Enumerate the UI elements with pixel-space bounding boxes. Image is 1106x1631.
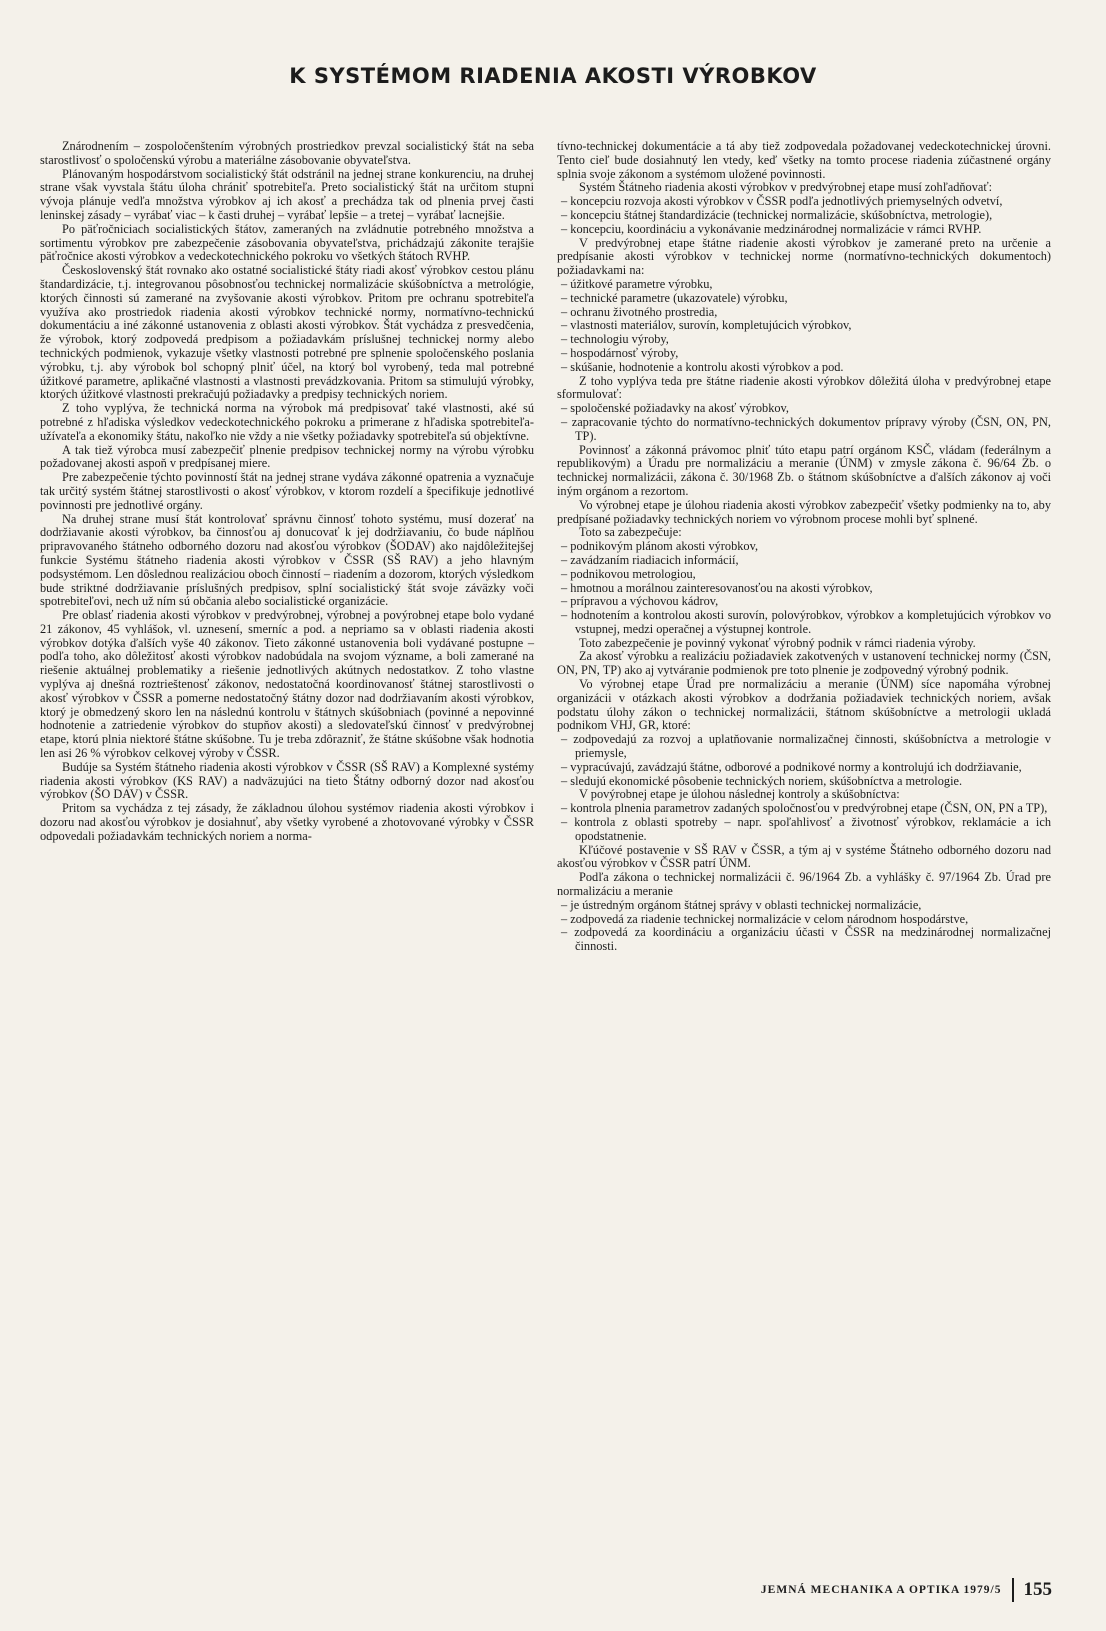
paragraph: V predvýrobnej etape štátne riadenie akosti výrobkov je zamerané preto na určenie a predpísanie akosti výrobkov v technickej norme (normatívno-technických dokumentoch) požiadavkami na:: [557, 235, 1051, 278]
list-item: – technické parametre (ukazovatele) výrobku,: [557, 292, 1051, 306]
list-item: – koncepciu, koordináciu a vykonávanie medzinárodnej normalizácie v rámci RVHP.: [557, 223, 1051, 237]
paragraph: A tak tiež výrobca musí zabezpečiť plnenie predpisov technickej normy na výrobu výrobku požadovanej akosti aspoň v predpísanej miere.: [40, 442, 534, 471]
dash-list: [557, 802, 1051, 843]
list-item: – hodnotením a kontrolou akosti surovín, polovýrobkov, výrobkov a kompletujúcich výrobkov vo vstupnej, medzi operačnej a výstupnej kontrole.: [557, 609, 1051, 637]
list-item: – skúšanie, hodnotenie a kontrolu akosti výrobkov a pod.: [557, 361, 1051, 375]
list-item: – koncepciu rozvoja akosti výrobkov v ČSSR podľa jednotlivých priemyselných odvetví,: [557, 195, 1051, 209]
paragraph: Na druhej strane musí štát kontrolovať správnu činnosť tohoto systému, musí dozerať na dodržiavanie akosti výrobkov, ba činnosťou aj donucovať k jej dodržiavaniu, čo bude náplňou pripravovaného štátneho odborného dozoru nad akosťou výrobkov (ŠODAV) ako najdôležitejšej funkcie Systému štátneho riadenia akosti výrobkov v ČSSR (SŠ RAV) a jeho hlavným podsystémom. Len dôslednou realizáciou oboch činností – riadením a dozorom, ktorých výsledkom bude striktné dodržiavanie príslušných predpisov, splní socialistický štát svoje záväzky voči spotrebiteľovi, nech už ním sú občania alebo socialistické organizácie.: [40, 511, 534, 609]
paragraph: Povinnosť a zákonná právomoc plniť túto etapu patrí orgánom KSČ, vládam (federálnym a republikovým) a Úradu pre normalizáciu a meranie (ÚNM) v zmysle zákona č. 96/64 Zb. o technickej normalizácii, zákona č. 30/1968 Zb. o štátnom skúšobníctve a ďalších zákonov aj voči iným orgánom a rezortom.: [557, 442, 1051, 498]
paragraph: Kľúčové postavenie v SŠ RAV v ČSSR, a tým aj v systéme Štátneho odborného dozoru nad akosťou výrobkov v ČSSR patrí ÚNM.: [557, 842, 1051, 871]
list-item: – vlastnosti materiálov, surovín, kompletujúcich výrobkov,: [557, 319, 1051, 333]
list-item: – spoločenské požiadavky na akosť výrobkov,: [557, 402, 1051, 416]
paragraph: Podľa zákona o technickej normalizácii č. 96/1964 Zb. a vyhlášky č. 97/1964 Zb. Úrad pre normalizáciu a meranie: [557, 870, 1051, 899]
page-number: 155: [1023, 1579, 1052, 1600]
paragraph: Systém Štátneho riadenia akosti výrobkov v predvýrobnej etape musí zohľadňovať:: [579, 180, 993, 195]
dash-list: [557, 278, 1051, 375]
list-item: – zapracovanie týchto do normatívno-technických dokumentov prípravy výroby (ČSN, ON, PN, TP).: [557, 416, 1051, 444]
list-item: – kontrola plnenia parametrov zadaných spoločnosťou v predvýrobnej etape (ČSN, ON, PN a TP),: [557, 802, 1051, 816]
article-title: K SYSTÉMOM RIADENIA AKOSTI VÝROBKOV: [289, 64, 817, 88]
paragraph: Toto zabezpečenie je povinný vykonať výrobný podnik v rámci riadenia výroby.: [579, 635, 976, 650]
paragraph: Z toho vyplýva, že technická norma na výrobok má predpisovať také vlastnosti, aké sú potrebné z hľadiska výsledkov vedeckotechnického pokroku a primerane z hľadiska spotrebiteľa-užívateľa a ekonomiky štátu, nakoľko nie vždy a nie všetky požiadavky spotrebiteľa sú objektívne.: [40, 401, 534, 443]
list-item: – je ústredným orgánom štátnej správy v oblasti technickej normalizácie,: [557, 899, 1051, 913]
dash-list: [557, 540, 1051, 637]
list-item: – zodpovedá za koordináciu a organizáciu účasti v ČSSR na medzinárodnej normalizačnej činnosti.: [557, 926, 1051, 954]
list-item: – úžitkové parametre výrobku,: [557, 278, 1051, 292]
paragraph: Po päťročniciach socialistických štátov, zameraných na zvládnutie potrebného množstva a sortimentu výrobkov pre zabezpečenie zásobovania obyvateľstva, prichádzajú zákonite terajšie päťročnice akosti výrobkov a vedeckotechnického pokroku vo všetkých štátoch RVHP.: [40, 221, 534, 264]
paragraph: Vo výrobnej etape Úrad pre normalizáciu a meranie (ÚNM) síce napomáha výrobnej organizácii v otázkach akosti výrobkov a dodržania požiadaviek technických noriem, avšak podstatu úlohy zákon o technickej normalizácii, štátnom skúšobníctve a metrologii ukladá podnikom VHJ, GR, ktoré:: [557, 677, 1051, 733]
paragraph: Československý štát rovnako ako ostatné socialistické štáty riadi akosť výrobkov cestou plánu štandardizácie, t.j. integrovanou pôsobnosťou technickej normalizácie skúšobníctva a metrológie, ktorých činnosti sú zamerané na zvyšovanie akosti výrobkov. Pritom pre ochranu spotrebiteľa využíva ako prostriedok riadenia akosti výrobkov technické normy, normatívno-technickú dokumentáciu a iné zákonné ustanovenia z oblasti akosti výrobkov. Štát vychádza z presvedčenia, že výrobok, ktorý zodpovedá predpisom a požiadavkám príslušnej technickej normy alebo technických podmienok, vykazuje všetky vlastnosti potrebné pre splnenie spoločenského poslania výrobku, t.j. aby výrobok bol schopný plniť účel, na ktorý bol vyrobený, teda mal potrebné úžitkové parametre, aplikačné vlastnosti a vlastnosti prevádzkovania. Pritom sa stimulujú výrobky, ktorých úžitkové vlastnosti prekračujú požiadavky a predpisy technických noriem.: [40, 263, 534, 402]
paragraph: tívno-technickej dokumentácie a tá aby tiež zodpovedala požadovanej vedeckotechnickej úrovni. Tento cieľ bude dosiahnutý len vtedy, keď všetky na tomto procese riadenia zúčastnené orgány splnia svoje zákonom a systémom uložené povinnosti.: [557, 139, 1051, 181]
list-item: – podnikovým plánom akosti výrobkov,: [557, 540, 1051, 554]
journal-name: JEMNÁ MECHANIKA A OPTIKA 1979/5: [760, 1584, 1002, 1596]
paragraph: Toto sa zabezpečuje:: [579, 525, 682, 540]
list-item: – technologiu výroby,: [557, 333, 1051, 347]
list-item: – koncepciu štátnej štandardizácie (technickej normalizácie, skúšobníctva, metrologie),: [557, 209, 1051, 223]
paragraph: Plánovaným hospodárstvom socialistický štát odstránil na jednej strane konkurenciu, na druhej strane však vyvstala štátu úloha chrániť spotrebiteľa. Preto socialistický štát na určitom stupni vývoja plánuje vedľa množstva výrobkov aj ich akosť a prechádza tak od plnenia prvej časti leninskej zásady – vyrábať viac – k časti druhej – vyrábať lepšie – a tretej – vyrábať lacnejšie.: [40, 166, 534, 222]
paragraph: V povýrobnej etape je úlohou následnej kontroly a skúšobníctva:: [579, 787, 900, 802]
dash-list: [557, 402, 1051, 443]
list-item: – zodpovedá za riadenie technickej normalizácie v celom národnom hospodárstve,: [557, 913, 1051, 927]
dash-list: [557, 195, 1051, 236]
list-item: – kontrola z oblasti spotreby – napr. spoľahlivosť a životnosť výrobkov, reklamácie a ich opodstatnenie.: [557, 816, 1051, 844]
list-item: – podnikovou metrologiou,: [557, 568, 1051, 582]
list-item: – zodpovedajú za rozvoj a uplatňovanie normalizačnej činnosti, skúšobníctva a metrologie v priemysle,: [557, 733, 1051, 761]
paragraph: Pre oblasť riadenia akosti výrobkov v predvýrobnej, výrobnej a povýrobnej etape bolo vydané 21 zákonov, 45 vyhlášok, vl. uznesení, smerníc a pod. a nepriamo sa v oblasti riadenia akosti výrobkov dotýka ďalších vyše 40 zákonov. Tieto zákonné ustanovenia boli vydávané postupne – podľa toho, ako dôležitosť akosti výrobkov nadobúdala na svojom význame, a boli zamerané na riešenie aktuálnej problematiky a riešenie jednotlivých akútnych nedostatkov. Z toho vlastne vyplýva aj dnešná roztrieštenosť zákonov, nedostatočná koordinovanosť štátnej starostlivosti o akosť výrobkov v ČSSR a pomerne nedostatočný štátny dozor nad dodržiavaním akosti výrobkov, ktorý je obmedzený skoro len na následnú kontrolu v štátnych skúšobniach (povinné a nepovinné hodnotenie a zatriedenie výrobkov do stupňov akosti) a sledovateľskú činnosť v predvýrobnej etape, ktorú plnia niektoré štátne skúšobne. Tu je treba zdôrazniť, že štátne skúšobne však hodnotia len asi 26 % výrobkov celkovej výroby v ČSSR.: [40, 608, 534, 761]
right-text-column: [557, 140, 1051, 954]
dash-list: [557, 899, 1051, 954]
paragraph: Z toho vyplýva teda pre štátne riadenie akosti výrobkov dôležitá úloha v predvýrobnej etape sformulovať:: [557, 373, 1051, 402]
paragraph: Pre zabezpečenie týchto povinností štát na jednej strane vydáva zákonné opatrenia a vyznačuje tak určitý systém štátnej starostlivosti o akosť výrobkov, v ktorom rozdelí a špecifikuje jednotlivé povinnosti pre jednotlivé orgány.: [40, 470, 534, 512]
list-item: – vypracúvajú, zavádzajú štátne, odborové a podnikové normy a kontrolujú ich dodržiavanie,: [557, 761, 1051, 775]
paragraph: Budúje sa Systém štátneho riadenia akosti výrobkov v ČSSR (SŠ RAV) a Komplexné systémy riadenia akosti výrobkov (KS RAV) a nadväzujúci na tieto Štátny odborný dozor nad akosťou výrobkov (ŠO DAV) v ČSSR.: [40, 759, 534, 802]
page-footer: [761, 1578, 1052, 1602]
list-item: – hmotnou a morálnou zainteresovanosťou na akosti výrobkov,: [557, 582, 1051, 596]
paragraph: Za akosť výrobku a realizáciu požiadaviek zakotvených v ustanovení technickej normy (ČSN, ON, PN, TP) ako aj vytváranie podmienok pre toto plnenie je zodpovedný výrobný podnik.: [557, 649, 1051, 678]
list-item: – hospodárnosť výroby,: [557, 347, 1051, 361]
list-item: – zavádzaním riadiacich informácií,: [557, 554, 1051, 568]
dash-list: [557, 733, 1051, 788]
paragraph: Vo výrobnej etape je úlohou riadenia akosti výrobkov zabezpečiť všetky podmienky na to, aby predpísané požiadavky technických noriem vo výrobnom procese mohli byť splnené.: [557, 497, 1051, 526]
list-item: – prípravou a výchovou kádrov,: [557, 595, 1051, 609]
footer-divider: [1012, 1578, 1014, 1602]
paragraph: Znárodnením – zospoločenštením výrobných prostriedkov prevzal socialistický štát na seba starostlivosť o spoločenskú výrobu a materiálne zásobovanie obyvateľstva.: [40, 139, 534, 167]
list-item: – ochranu životného prostredia,: [557, 306, 1051, 320]
list-item: – sledujú ekonomické pôsobenie technických noriem, skúšobníctva a metrologie.: [557, 775, 1051, 789]
left-text-column: [40, 140, 534, 844]
paragraph: Pritom sa vychádza z tej zásady, že základnou úlohou systémov riadenia akosti výrobkov i dozoru nad akosťou výrobkov je dosiahnuť, aby všetky vyrobené a zhotovované výrobky v ČSSR odpovedali požiadavkám technických noriem a norma-: [40, 801, 534, 843]
